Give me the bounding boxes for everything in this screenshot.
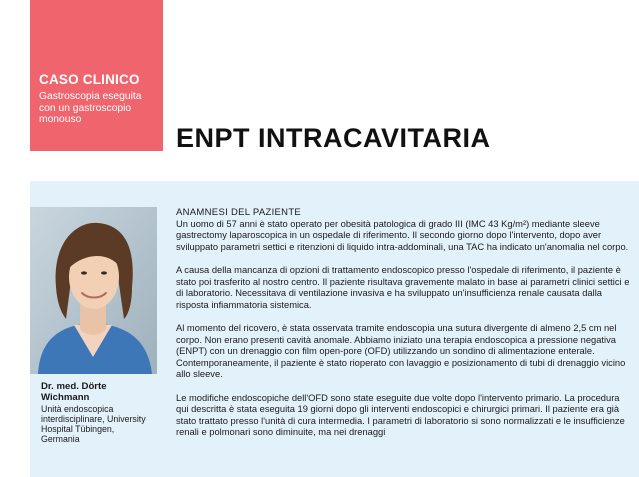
section-heading: ANAMNESI DEL PAZIENTE: [176, 207, 302, 218]
case-label-box: [30, 0, 163, 151]
author-name: Dr. med. Dörte Wichmann: [41, 381, 107, 403]
paragraph: Le modifiche endoscopiche dell'OFD sono state eseguite due volte dopo l'intervento primario. La procedura qui descritta è stata eseguita 19 giorni dopo gli interventi endoscopici e chirurgici primari. Il paziente era già stato trattato presso l'unità di cura intermedia. I parametri di laboratorio si sono normalizzati e le insufficienze renali e polmonari sono diminuite, ma nei drenaggi: [176, 392, 625, 438]
author-block: [41, 382, 153, 445]
paragraph: Un uomo di 57 anni è stato operato per obesità patologica di grado III (IMC 43 Kg/m²) mediante sleeve gastrectomy laparoscopica in un ospedale di riferimento. Il secondo giorno dopo l'intervento, dopo aver sviluppato parametri settici e ritenzioni di liquido intra-addominali, una TAC ha indicato un'anomalia nel corpo.: [176, 218, 629, 252]
case-label: CASO CLINICO: [39, 72, 140, 87]
author-portrait-image: [30, 207, 157, 374]
case-subtitle: Gastroscopia eseguita con un gastroscopio monouso: [39, 91, 142, 125]
author-photo: [30, 207, 157, 374]
paragraph: A causa della mancanza di opzioni di trattamento endoscopico presso l'ospedale di riferimento, il paziente è stato poi trasferito al nostro centro. Il paziente risultava gravemente malato in base ai parametri clinici settici e di laboratorio. Necessitava di ventilazione invasiva e ha sviluppato un'insufficienza renale causata dalla risposta infiammatoria sistemica.: [176, 264, 630, 310]
author-affiliation: Unità endoscopica interdisciplinare, University Hospital Tübingen, Germania: [41, 403, 146, 445]
paragraph: Al momento del ricovero, è stata osservata tramite endoscopia una sutura divergente di almeno 2,5 cm nel corpo. Non erano presenti cavità anomale. Abbiamo iniziato una terapia endoscopica a pressione negativa (ENPT) con un drenaggio con film open-pore (OFD) utilizzando un sondino di alimentazione enterale. Contemporaneamente, il paziente è stato rioperato con lavaggio e posizionamento di tubi di drenaggio vicino allo sleeve.: [176, 322, 626, 380]
article-title: ENPT INTRACAVITARIA: [176, 123, 491, 153]
article-body: [176, 207, 632, 450]
